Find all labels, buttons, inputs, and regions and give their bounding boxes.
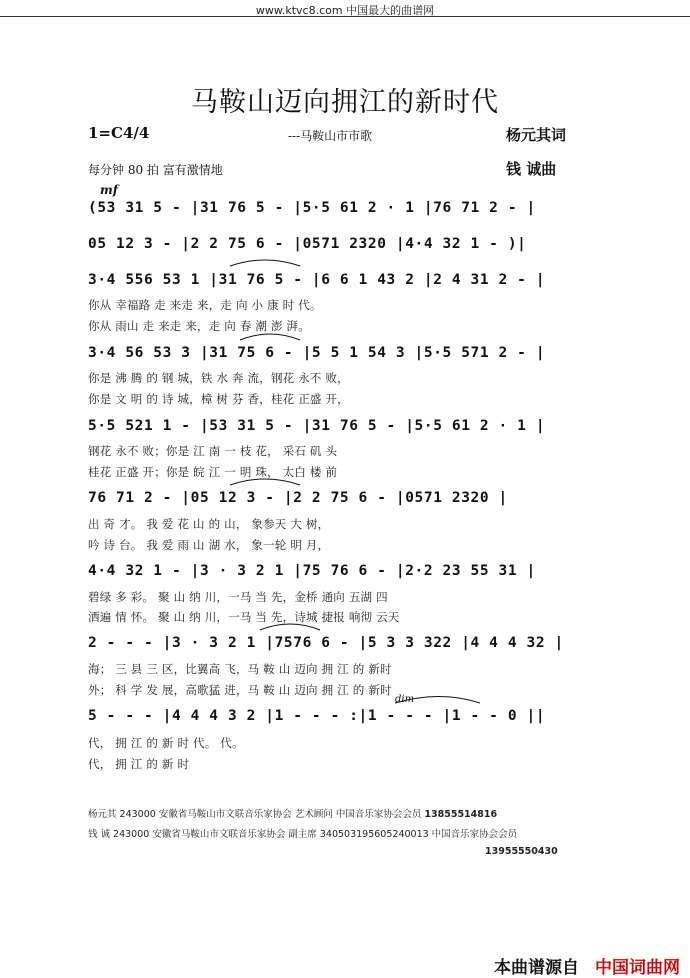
source-label: 本曲谱源自 bbox=[494, 958, 579, 978]
lyric-line-4b: 你是 文 明 的 诗 城，樟 树 芬 香，桂花 正盛 开， bbox=[88, 392, 349, 406]
notation-line-5: 5·5 521 1 - |53 31 5 - |31 76 5 - |5·5 61 2 · 1 | bbox=[88, 418, 546, 434]
lyric-line-6b: 吟 诗 台。 我 爱 雨 山 湖 水， 象一轮 明 月， bbox=[88, 538, 330, 552]
subtitle: ---马鞍山市市歌 bbox=[288, 129, 373, 143]
site-header[interactable]: www.ktvc8.com 中国最大的曲谱网 bbox=[255, 4, 435, 17]
lyric-line-5a: 钢花 永不 败；你是 江 南 一 枝 花， 采石 矶 头 bbox=[88, 444, 338, 458]
dim-marking: dim bbox=[395, 694, 415, 705]
lyric-line-4a: 你是 沸 腾 的 钢 城，铁 水 奔 流，钢花 永不 败， bbox=[88, 371, 349, 385]
lyric-line-5b: 桂花 正盛 开；你是 皖 江 一 明 珠， 太白 楼 前 bbox=[88, 465, 338, 479]
notation-line-2: 05 12 3 - |2 2 75 6 - |0571 2320 |4·4 32 1 - )| bbox=[88, 236, 527, 252]
footer-credit-1-phone: 13855514816 bbox=[424, 809, 498, 820]
footer-credit-1 bbox=[88, 806, 497, 820]
song-title: 马鞍山迈向拥江的新时代 bbox=[191, 87, 499, 118]
tempo-marking: 每分钟 80 拍 富有激情地 bbox=[88, 163, 223, 177]
notation-line-9: 5 - - - |4 4 4 3 2 |1 - - - :|1 - - - |1 - - 0 || bbox=[88, 708, 546, 724]
notation-line-7: 4·4 32 1 - |3 · 3 2 1 |75 76 6 - |2·2 23 55 31 | bbox=[88, 563, 536, 579]
slur-arc bbox=[240, 334, 300, 340]
lyric-line-3b: 你从 雨山 走 来走 来，走 向 春 潮 澎 湃。 bbox=[88, 319, 310, 333]
footer-credit-2-phone: 13955550430 bbox=[485, 846, 558, 857]
footer-credit-1-text: 杨元其 243000 安徽省马鞍山市文联音乐家协会 艺术顾问 中国音乐家协会会员 bbox=[88, 809, 422, 820]
footer-credit-2: 钱 诚 243000 安徽省马鞍山市文联音乐家协会 副主席 340503195605240013 中国音乐家协会会员 bbox=[88, 829, 518, 840]
lyric-line-6a: 出 奇 才。 我 爱 花 山 的 山， 象参天 大 树， bbox=[88, 517, 330, 531]
source-notice bbox=[494, 953, 680, 978]
dynamic-mf: mf bbox=[100, 183, 118, 197]
key-signature: 1=C4/4 bbox=[88, 124, 150, 142]
lyric-line-8b: 外； 科 学 发 展，高歌猛 进，马 鞍 山 迈向 拥 江 的 新时 bbox=[88, 683, 392, 697]
lyric-line-9b: 代， 拥 江 的 新 时 bbox=[88, 757, 190, 771]
slur-arc bbox=[230, 479, 300, 485]
slur-arc bbox=[260, 624, 320, 630]
lyric-line-3a: 你从 幸福路 走 来走 来，走 向 小 康 时 代。 bbox=[88, 298, 322, 312]
lyricist-credit: 杨元其词 bbox=[506, 126, 567, 144]
slur-arc bbox=[395, 697, 480, 704]
lyric-line-7b: 洒遍 情 怀。 聚 山 纳 川，一马 当 先，诗城 捷报 响彻 云天 bbox=[88, 610, 400, 624]
lyric-line-8a: 海； 三 县 三 区，比翼高 飞，马 鞍 山 迈向 拥 江 的 新时 bbox=[88, 662, 392, 676]
notation-line-3: 3·4 556 53 1 |31 76 5 - |6 6 1 43 2 |2 4 31 2 - | bbox=[88, 272, 546, 288]
notation-line-8: 2 - - - |3 · 3 2 1 |7576 6 - |5 3 3 322 |4 4 4 32 | bbox=[88, 635, 564, 651]
brand-link[interactable]: 中国词曲网 bbox=[595, 958, 680, 978]
composer-credit: 钱 诚曲 bbox=[506, 160, 557, 178]
lyric-line-9a: 代， 拥 江 的 新 时 代。 代。 bbox=[88, 736, 244, 750]
notation-line-6: 76 71 2 - |05 12 3 - |2 2 75 6 - |0571 2320 | bbox=[88, 490, 508, 506]
notation-line-1: (53 31 5 - |31 76 5 - |5·5 61 2 · 1 |76 71 2 - | bbox=[88, 200, 536, 216]
slur-arc bbox=[230, 260, 300, 266]
lyric-line-7a: 碧绿 多 彩。 聚 山 纳 川，一马 当 先，金桥 通向 五湖 四 bbox=[88, 590, 388, 604]
notation-line-4: 3·4 56 53 3 |31 75 6 - |5 5 1 54 3 |5·5 571 2 - | bbox=[88, 345, 546, 361]
